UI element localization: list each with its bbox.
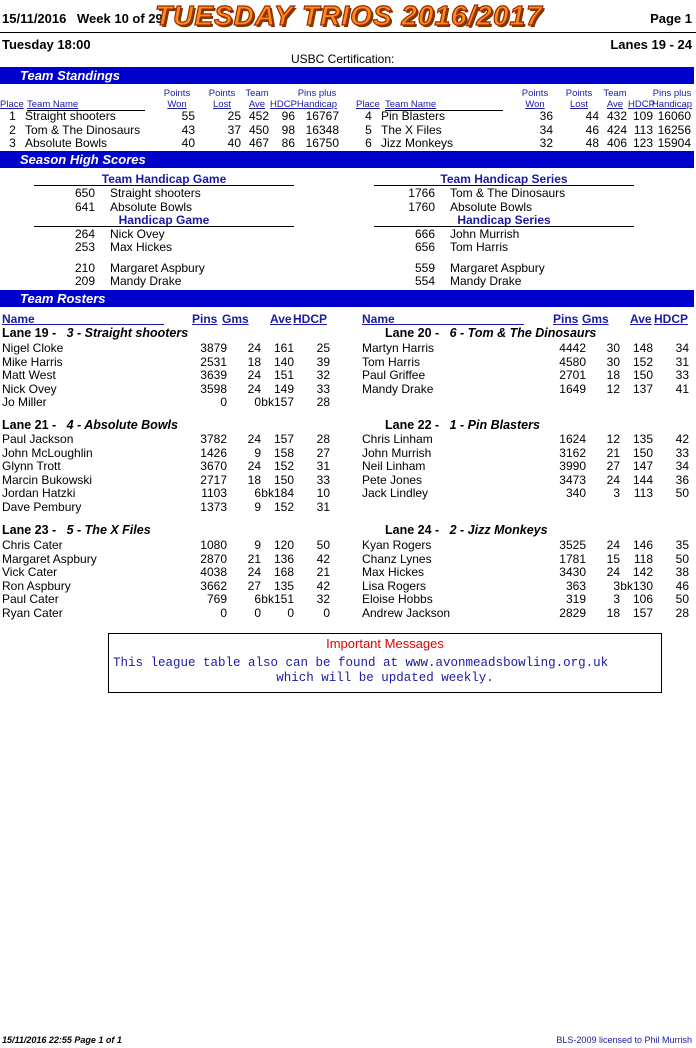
table-row: Nick Ovey 3598 24 149 33 bbox=[2, 381, 330, 396]
standings-section-bar bbox=[0, 67, 694, 84]
col-pins-plus-handicap: Handicap bbox=[296, 99, 338, 110]
roster-lane-22 bbox=[362, 433, 689, 501]
report-date: 15/11/2016 bbox=[2, 11, 67, 26]
table-row: Mandy Drake 1649 12 137 41 bbox=[362, 381, 689, 396]
table-row: Matt West 3639 24 151 32 bbox=[2, 368, 330, 382]
table-row: 3 Absolute Bowls 40 40 467 86 16750 bbox=[9, 136, 339, 150]
table-row: Paul Griffee 2701 18 150 33 bbox=[362, 368, 689, 382]
table-row: Eloise Hobbs 319 3 106 50 bbox=[362, 592, 689, 606]
table-row: Chris Linham 1624 12 135 42 bbox=[362, 432, 689, 446]
roster-lane-21 bbox=[2, 433, 330, 514]
team-handicap-series-title: Team Handicap Series bbox=[440, 172, 568, 186]
lane-20-heading: Lane 20 - 6 - Tom & The Dinosaurs bbox=[385, 326, 597, 340]
table-row: 4 Pin Blasters 36 44 432 109 16060 bbox=[365, 109, 691, 123]
table-row: Tom Harris 4580 30 152 31 bbox=[362, 354, 689, 369]
table-row: Chanz Lynes 1781 15 118 50 bbox=[362, 551, 689, 566]
col-place: Place bbox=[0, 99, 24, 110]
footer-printed: 15/11/2016 22:55 Page 1 of 1 bbox=[2, 1035, 122, 1045]
table-row: Max Hickes 3430 24 142 38 bbox=[362, 565, 689, 579]
standings-table-left bbox=[0, 110, 339, 151]
col-team-ave: Ave bbox=[248, 99, 266, 110]
table-row: Ryan Cater 0 0 0 0 bbox=[2, 605, 330, 620]
day-time: Tuesday 18:00 bbox=[2, 37, 91, 52]
week-indicator: Week 10 of 29 bbox=[77, 11, 163, 26]
table-row: Paul Cater 769 6 bk151 32 bbox=[2, 592, 330, 606]
col-points-lost: Lost bbox=[213, 99, 231, 110]
handicap-series-title: Handicap Series bbox=[457, 213, 551, 227]
table-row: Dave Pembury 1373 9 152 31 bbox=[2, 499, 330, 514]
table-row: Margaret Aspbury 2870 21 136 42 bbox=[2, 551, 330, 566]
roster-lane-23 bbox=[2, 539, 330, 620]
table-row: Glynn Trott 3670 24 152 31 bbox=[2, 459, 330, 473]
table-row: 5 The X Files 34 46 424 113 16256 bbox=[365, 122, 691, 137]
table-row: Paul Jackson 3782 24 157 28 bbox=[2, 432, 330, 446]
table-row: 1 Straight shooters 55 25 452 96 16767 bbox=[9, 109, 339, 123]
handicap-game-title: Handicap Game bbox=[118, 213, 210, 227]
table-row: John McLoughlin 1426 9 158 27 bbox=[2, 445, 330, 460]
roster-lane-24 bbox=[362, 539, 689, 620]
table-row: Pete Jones 3473 24 144 36 bbox=[362, 472, 689, 487]
roster-col-name: Name bbox=[2, 312, 35, 326]
message-line-2: which will be updated weekly. bbox=[276, 671, 494, 685]
rosters-section-title: Team Rosters bbox=[20, 291, 106, 306]
table-row: Kyan Rogers 3525 24 146 35 bbox=[362, 538, 689, 552]
table-row: Jo Miller 0 0 bk157 28 bbox=[2, 395, 330, 409]
usbc-certification: USBC Certification: bbox=[291, 52, 395, 66]
rosters-section-bar bbox=[0, 290, 694, 307]
page-number: Page 1 bbox=[650, 11, 692, 26]
table-row: Nigel Cloke 3879 24 161 25 bbox=[2, 341, 330, 355]
table-row: Jordan Hatzki 1103 6 bk184 10 bbox=[2, 486, 330, 500]
roster-lane-20 bbox=[362, 342, 689, 396]
table-row: Mike Harris 2531 18 140 39 bbox=[2, 354, 330, 369]
message-line-1: This league table also can be found at www.avonmeadsbowling.org.uk bbox=[113, 656, 609, 670]
table-row: Martyn Harris 4442 30 148 34 bbox=[362, 341, 689, 355]
team-handicap-game-title: Team Handicap Game bbox=[101, 172, 227, 186]
col-hdcp: HDCP bbox=[270, 99, 297, 110]
lane-24-heading: Lane 24 - 2 - Jizz Monkeys bbox=[385, 523, 548, 537]
lane-22-heading: Lane 22 - 1 - Pin Blasters bbox=[385, 418, 540, 432]
high-scores-section-bar bbox=[0, 151, 694, 168]
roster-col-ave: Ave bbox=[270, 312, 292, 326]
standings-table-right bbox=[356, 110, 691, 151]
standings-section-title: Team Standings bbox=[20, 68, 120, 83]
table-row: Vick Cater 4038 24 168 21 bbox=[2, 565, 330, 579]
roster-col-gms: Gms bbox=[222, 312, 249, 326]
lanes-range: Lanes 19 - 24 bbox=[610, 37, 692, 52]
table-row: Jack Lindley 340 3 113 50 bbox=[362, 486, 689, 500]
col-points-won: Won bbox=[167, 99, 187, 110]
lane-23-heading: Lane 23 - 5 - The X Files bbox=[2, 523, 151, 537]
table-row: Neil Linham 3990 27 147 34 bbox=[362, 459, 689, 473]
table-row: Andrew Jackson 2829 18 157 28 bbox=[362, 605, 689, 620]
table-row: Ron Aspbury 3662 27 135 42 bbox=[2, 578, 330, 593]
table-row: 2 Tom & The Dinosaurs 43 37 450 98 16348 bbox=[9, 122, 339, 137]
col-team-name: Team Name bbox=[27, 99, 79, 110]
roster-col-pins: Pins bbox=[192, 312, 218, 326]
important-messages-box bbox=[108, 633, 662, 693]
footer-license: BLS-2009 licensed to Phil Murrish bbox=[556, 1035, 692, 1045]
table-row: John Murrish 3162 21 150 33 bbox=[362, 445, 689, 460]
lane-21-heading: Lane 21 - 4 - Absolute Bowls bbox=[2, 418, 178, 432]
league-title: TUESDAY TRIOS 2016/2017 bbox=[155, 0, 543, 31]
roster-lane-19 bbox=[2, 342, 330, 410]
table-row: Marcin Bukowski 2717 18 150 33 bbox=[2, 472, 330, 487]
table-row: Chris Cater 1080 9 120 50 bbox=[2, 538, 330, 552]
high-scores-section-title: Season High Scores bbox=[20, 152, 146, 167]
table-row: 6 Jizz Monkeys 32 48 406 123 15904 bbox=[365, 136, 691, 150]
important-messages-title: Important Messages bbox=[326, 636, 444, 651]
lane-19-heading: Lane 19 - 3 - Straight shooters bbox=[2, 326, 189, 340]
roster-col-hdcp: HDCP bbox=[293, 312, 328, 326]
table-row: Lisa Rogers 363 3 bk130 46 bbox=[362, 578, 689, 593]
